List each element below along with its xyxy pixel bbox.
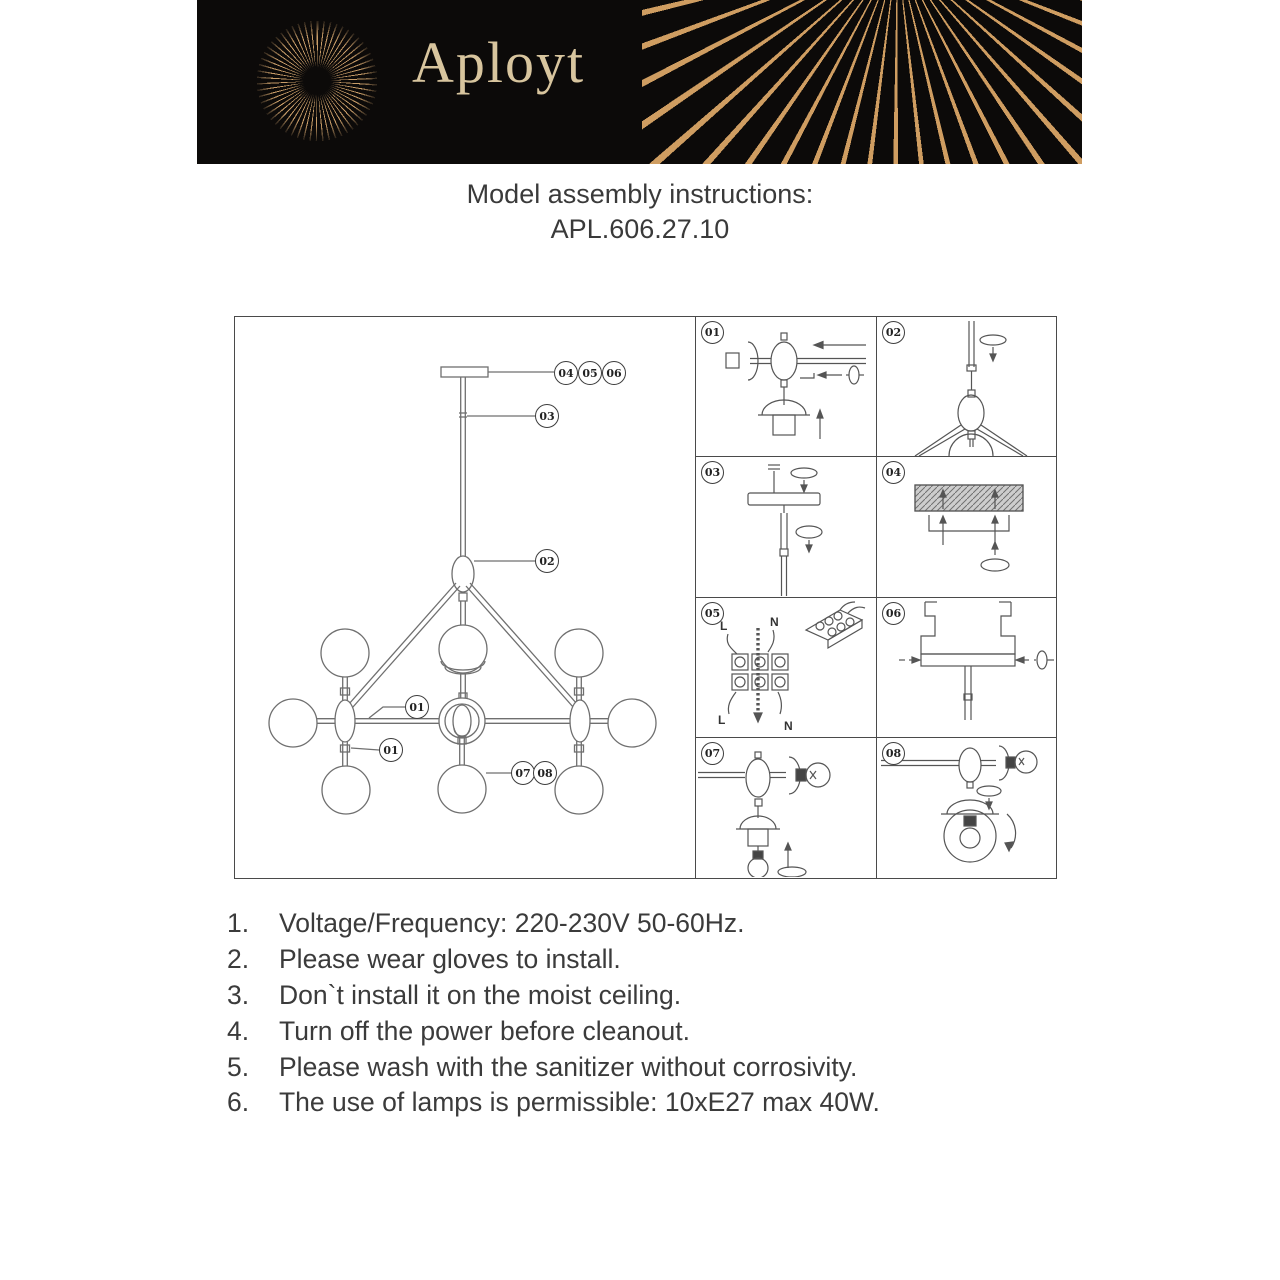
left-arm-hub (335, 700, 355, 742)
callout-01b: 01 (379, 738, 403, 762)
wire-label-n-bottom: N (784, 718, 793, 733)
instruction-item (227, 942, 1067, 978)
step-panel-07 (696, 738, 876, 878)
step-figure-08 (877, 738, 1056, 877)
callout-05: 05 (578, 361, 602, 385)
instruction-item (227, 1049, 1067, 1085)
leader-01b (351, 748, 379, 750)
callout-02: 02 (535, 549, 559, 573)
glass-sphere (608, 699, 656, 747)
instruction-text: Don`t install it on the moist ceiling. (279, 979, 682, 1010)
instruction-text: Turn off the power before cleanout. (279, 1015, 691, 1046)
step-number-05: 05 (701, 602, 724, 625)
instruction-text: Please wear gloves to install. (279, 944, 621, 975)
brand-banner (197, 0, 1082, 164)
callout-08: 08 (533, 761, 557, 785)
step-figure-03 (696, 457, 876, 596)
step-figure-02 (877, 317, 1056, 456)
callout-03: 03 (535, 404, 559, 428)
step-number-02: 02 (882, 321, 905, 344)
step-panel-05 (696, 598, 876, 738)
instruction-number: 3. (227, 979, 250, 1010)
instruction-item (227, 906, 1067, 942)
glass-sphere (438, 765, 486, 813)
wire-label-l-bottom: L (718, 712, 726, 727)
step-number-06: 06 (882, 602, 905, 625)
step-number-03: 03 (701, 461, 724, 484)
step-number-08: 08 (882, 742, 905, 765)
step-number-01: 01 (701, 321, 724, 344)
central-hub (452, 556, 474, 592)
brand-name: Aployt (412, 30, 586, 95)
callout-06: 06 (602, 361, 626, 385)
model-number: APL.606.27.10 (550, 214, 730, 244)
callout-01a: 01 (405, 695, 429, 719)
instruction-item (227, 1085, 1067, 1121)
page-title: Model assembly instructions: (466, 179, 814, 209)
ceiling-plate (441, 367, 488, 377)
glass-sphere (439, 625, 487, 673)
assembly-diagram (234, 316, 1057, 879)
step-figure-05 (696, 598, 876, 737)
wire-label-l-top: L (720, 618, 728, 633)
instruction-number: 1. (227, 908, 250, 939)
instruction-item (227, 1013, 1067, 1049)
step-panel-04 (876, 457, 1056, 597)
step-panel-08 (876, 738, 1056, 878)
instruction-number: 6. (227, 1087, 250, 1118)
chandelier-drawing (235, 317, 694, 876)
glass-sphere (555, 766, 603, 814)
assembly-steps-grid (696, 317, 1056, 878)
callout-04: 04 (554, 361, 578, 385)
instruction-number: 2. (227, 944, 250, 975)
step-figure-04 (877, 457, 1056, 596)
instruction-text: The use of lamps is permissible: 10xE27 max 40W. (279, 1087, 880, 1118)
instruction-list (227, 906, 1067, 1121)
step-figure-01 (696, 317, 876, 456)
wire-label-n-top: N (770, 614, 779, 629)
step-figure-07 (696, 738, 876, 877)
leader-01a (369, 707, 405, 718)
step-panel-03 (696, 457, 876, 597)
step-panel-06 (876, 598, 1056, 738)
chandelier-overview (235, 317, 696, 878)
instruction-number: 4. (227, 1015, 250, 1046)
glass-sphere (555, 629, 603, 677)
step-panel-01 (696, 317, 876, 457)
step-number-04: 04 (882, 461, 905, 484)
callout-07: 07 (511, 761, 535, 785)
sunburst-logo-icon (257, 21, 377, 141)
step-panel-02 (876, 317, 1056, 457)
glass-sphere (322, 766, 370, 814)
ray-decoration-icon (642, 0, 1082, 164)
glass-sphere (269, 699, 317, 747)
step-number-07: 07 (701, 742, 724, 765)
instruction-text: Please wash with the sanitizer without corrosivity. (279, 1051, 858, 1082)
instruction-text: Voltage/Frequency: 220-230V 50-60Hz. (279, 908, 745, 939)
right-arm-hub (570, 700, 590, 742)
instruction-item (227, 978, 1067, 1014)
instruction-number: 5. (227, 1051, 250, 1082)
glass-sphere (321, 629, 369, 677)
